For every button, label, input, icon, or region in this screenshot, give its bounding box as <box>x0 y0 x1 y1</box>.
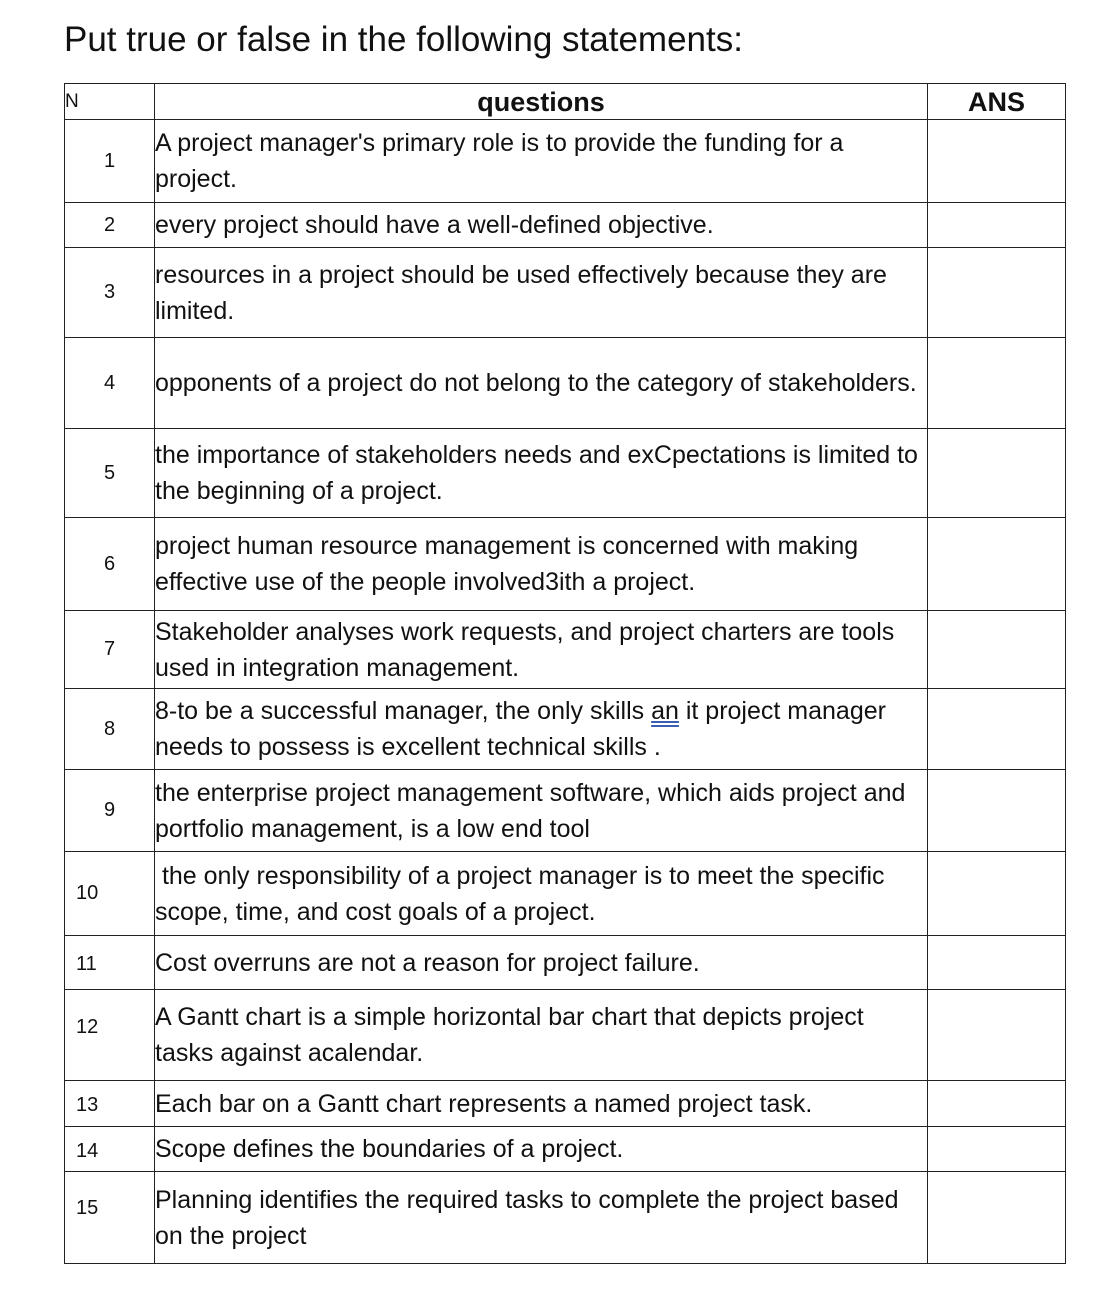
answer-cell[interactable] <box>928 338 1066 429</box>
row-number: 15 <box>65 1172 155 1264</box>
row-number: 9 <box>65 770 155 852</box>
row-number: 4 <box>65 338 155 429</box>
row-number: 1 <box>65 120 155 203</box>
answer-cell[interactable] <box>928 936 1066 990</box>
question-text: the enterprise project management software, which aids project and portfolio management, is a low end tool <box>155 770 928 852</box>
answer-cell[interactable] <box>928 1172 1066 1264</box>
answer-cell[interactable] <box>928 429 1066 518</box>
table-row <box>65 1081 1066 1127</box>
row-number: 8 <box>65 689 155 770</box>
question-text: Each bar on a Gantt chart represents a named project task. <box>155 1081 928 1127</box>
answer-cell[interactable] <box>928 120 1066 203</box>
page-title: Put true or false in the following statements: <box>64 20 743 59</box>
table-row <box>65 248 1066 338</box>
table-row <box>65 852 1066 936</box>
table-row <box>65 338 1066 429</box>
question-text: A Gantt chart is a simple horizontal bar chart that depicts project tasks against acalendar. <box>155 990 928 1081</box>
row-number: 12 <box>65 990 155 1081</box>
answer-cell[interactable] <box>928 611 1066 689</box>
question-text: A project manager's primary role is to provide the funding for a project. <box>155 120 928 203</box>
answer-cell[interactable] <box>928 248 1066 338</box>
question-text: Scope defines the boundaries of a project. <box>155 1127 928 1172</box>
question-text: Stakeholder analyses work requests, and project charters are tools used in integration management. <box>155 611 928 689</box>
question-text: Cost overruns are not a reason for project failure. <box>155 936 928 990</box>
table-row <box>65 990 1066 1081</box>
row-number: 5 <box>65 429 155 518</box>
table-row <box>65 770 1066 852</box>
row-number: 3 <box>65 248 155 338</box>
row-number: 6 <box>65 518 155 611</box>
table-row <box>65 518 1066 611</box>
question-text: the only responsibility of a project manager is to meet the specific scope, time, and cost goals of a project. <box>155 852 928 936</box>
grammar-flagged-word: an <box>651 697 679 725</box>
answer-cell[interactable] <box>928 1081 1066 1127</box>
header-questions: questions <box>155 84 928 120</box>
row-number: 7 <box>65 611 155 689</box>
question-text: Planning identifies the required tasks to complete the project based on the project <box>155 1172 928 1264</box>
row-number: 11 <box>65 936 155 990</box>
table-row <box>65 611 1066 689</box>
table-row <box>65 689 1066 770</box>
question-text: resources in a project should be used effectively because they are limited. <box>155 248 928 338</box>
answer-cell[interactable] <box>928 1127 1066 1172</box>
header-answer: ANS <box>928 84 1066 120</box>
table-row <box>65 1172 1066 1264</box>
table-row <box>65 429 1066 518</box>
question-text-part: 8-to be a successful manager, the only skills <box>155 697 652 725</box>
table-row <box>65 203 1066 248</box>
answer-cell[interactable] <box>928 852 1066 936</box>
question-text: every project should have a well-defined objective. <box>155 203 928 248</box>
answer-cell[interactable] <box>928 689 1066 770</box>
row-number: 10 <box>65 852 155 936</box>
row-number: 2 <box>65 203 155 248</box>
answer-cell[interactable] <box>928 203 1066 248</box>
header-row <box>65 84 1066 120</box>
answer-cell[interactable] <box>928 518 1066 611</box>
true-false-table <box>64 83 1066 1264</box>
table-row <box>65 1127 1066 1172</box>
table-row <box>65 936 1066 990</box>
row-number: 13 <box>65 1081 155 1127</box>
row-number: 14 <box>65 1127 155 1172</box>
header-number: N <box>65 84 155 120</box>
answer-cell[interactable] <box>928 990 1066 1081</box>
question-text-part: it project manager needs to possess is excellent technical skills . <box>155 697 886 761</box>
question-text: project human resource management is concerned with making effective use of the people involved3ith a project. <box>155 518 928 611</box>
question-text: opponents of a project do not belong to the category of stakeholders. <box>155 338 928 429</box>
table-row <box>65 120 1066 203</box>
question-text <box>155 689 928 770</box>
question-text: the importance of stakeholders needs and exCpectations is limited to the beginning of a project. <box>155 429 928 518</box>
answer-cell[interactable] <box>928 770 1066 852</box>
